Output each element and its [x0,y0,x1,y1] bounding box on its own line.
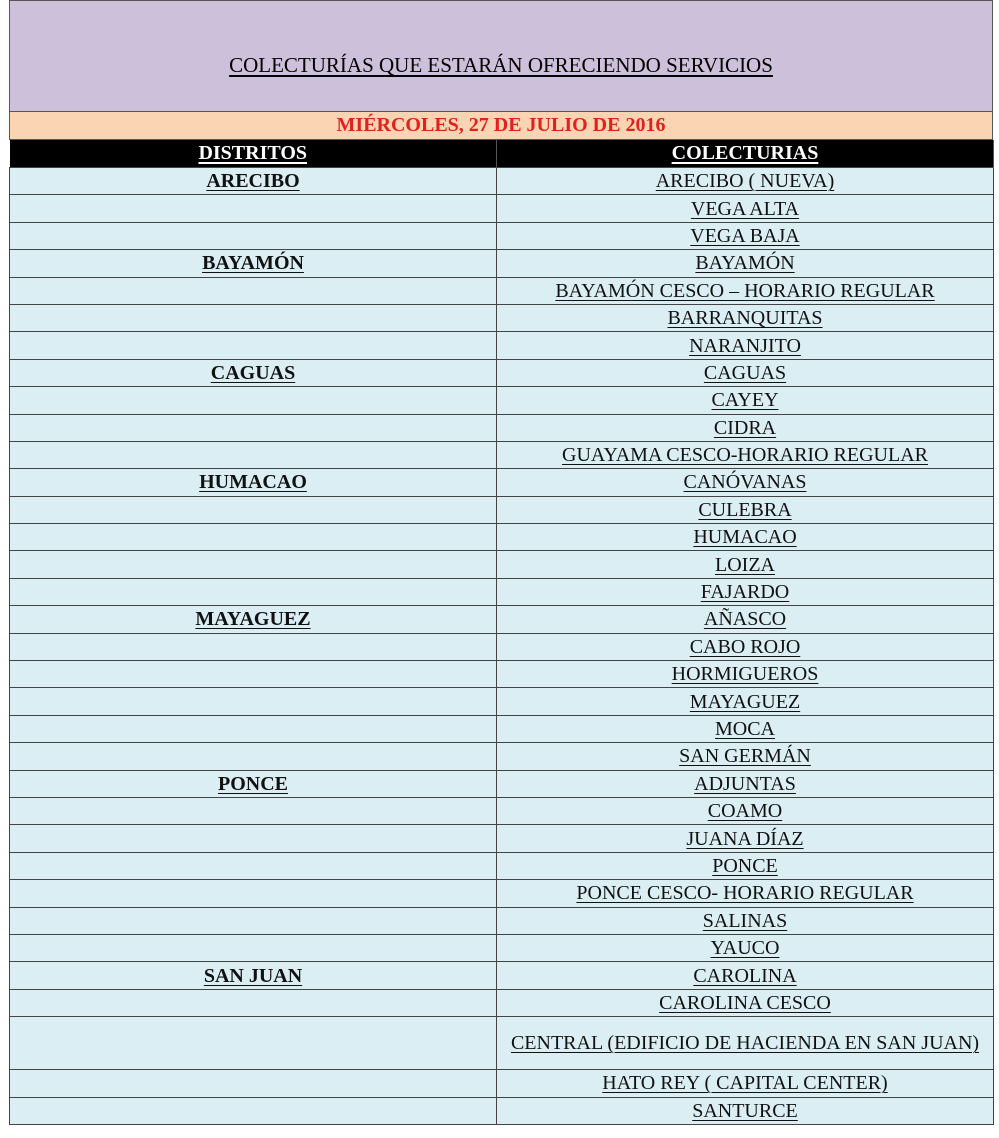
district-name: HUMACAO [199,471,307,494]
colecturia-cell [497,222,994,249]
district-name: CAGUAS [210,361,296,384]
district-cell [10,1097,497,1124]
header-colecturias: COLECTURIAS [497,140,994,168]
colecturia-name: AÑASCO [703,608,787,631]
district-cell [10,168,497,195]
colecturia-name: CANÓVANAS [683,471,807,494]
colecturia-name: SAN GERMÁN [679,745,811,768]
colecturia-cell [497,359,994,386]
table-row [10,277,994,304]
district-cell [10,222,497,249]
colecturia-name: MAYAGUEZ [689,690,801,713]
table-row [10,359,994,386]
district-cell [10,414,497,441]
colecturia-cell [497,962,994,989]
colecturia-cell [497,250,994,277]
table-row [10,934,994,961]
colecturia-cell [497,606,994,633]
district-cell [10,551,497,578]
colecturia-name: BAYAMÓN CESCO – HORARIO REGULAR [555,279,935,302]
colecturia-cell [497,934,994,961]
colecturia-cell [497,880,994,907]
district-cell [10,250,497,277]
colecturia-name: CAROLINA CESCO [659,991,831,1014]
colecturia-cell [497,414,994,441]
district-cell [10,1017,497,1070]
table-row [10,250,994,277]
colecturia-name: HORMIGUEROS [671,663,819,686]
colecturia-name: CAROLINA [693,964,797,987]
district-cell [10,852,497,879]
colecturia-name: VEGA BAJA [690,224,800,247]
colecturia-name: ADJUNTAS [694,772,796,795]
district-cell [10,989,497,1016]
district-cell [10,715,497,742]
district-cell [10,633,497,660]
table-row [10,880,994,907]
table-row [10,578,994,605]
colecturia-name: NARANJITO [689,334,801,357]
colecturia-name: HUMACAO [693,526,797,549]
colecturia-cell [497,989,994,1016]
colecturia-name: PONCE [712,854,778,877]
colecturia-cell [497,661,994,688]
colecturia-name: VEGA ALTA [690,197,800,220]
district-cell [10,907,497,934]
table-row [10,551,994,578]
table-row [10,797,994,824]
district-cell [10,195,497,222]
table-row [10,825,994,852]
district-name: BAYAMÓN [202,252,304,275]
table-row [10,962,994,989]
table-row [10,1070,994,1097]
colecturia-name: SALINAS [702,909,788,932]
table-row [10,414,994,441]
colecturia-name: BARRANQUITAS [667,307,823,330]
colecturia-name: PONCE CESCO- HORARIO REGULAR [576,882,914,905]
colecturia-cell [497,304,994,331]
table-row [10,222,994,249]
colecturia-name: SANTURCE [692,1099,798,1122]
colecturia-cell [497,195,994,222]
colecturia-name: HATO REY ( CAPITAL CENTER) [602,1072,888,1095]
table-row [10,688,994,715]
table-row [10,743,994,770]
title-block [9,0,993,112]
table-row [10,606,994,633]
colecturia-cell [497,168,994,195]
district-cell [10,277,497,304]
colecturias-table [9,140,994,1125]
table-header-row [10,140,994,168]
colecturia-name: CAGUAS [703,361,787,384]
colecturia-name: CABO ROJO [689,635,801,658]
district-cell [10,359,497,386]
table-row [10,633,994,660]
colecturia-cell [497,551,994,578]
colecturia-name: MOCA [714,718,775,740]
colecturia-cell [497,1097,994,1124]
colecturia-cell [497,469,994,496]
colecturia-cell [497,688,994,715]
colecturia-name: FAJARDO [700,581,790,604]
district-name: SAN JUAN [203,964,303,987]
colecturia-cell [497,332,994,359]
colecturia-cell [497,743,994,770]
colecturia-name: COAMO [707,800,783,823]
colecturia-name: CENTRAL (EDIFICIO DE HACIENDA EN SAN JUAN) [510,1032,980,1055]
page-title: COLECTURÍAS QUE ESTARÁN OFRECIENDO SERVICIOS [229,53,773,77]
colecturia-cell [497,715,994,742]
table-row [10,168,994,195]
district-cell [10,770,497,797]
table-body [10,168,994,1125]
colecturia-cell [497,797,994,824]
district-cell [10,688,497,715]
colecturia-name: CAYEY [711,389,779,412]
district-cell [10,578,497,605]
table-row [10,852,994,879]
colecturia-name: LOIZA [715,553,775,576]
table-row [10,441,994,468]
table-row [10,715,994,742]
district-cell [10,962,497,989]
date-text: MIÉRCOLES, 27 DE JULIO DE 2016 [336,114,666,136]
colecturia-cell [497,441,994,468]
table-row [10,1097,994,1124]
district-cell [10,661,497,688]
colecturia-cell [497,496,994,523]
colecturia-name: JUANA DÍAZ [686,827,804,850]
table-row [10,770,994,797]
table-row [10,496,994,523]
district-cell [10,797,497,824]
document-sheet [9,0,993,1125]
district-cell [10,743,497,770]
district-name: MAYAGUEZ [195,608,311,631]
colecturia-cell [497,852,994,879]
table-row [10,524,994,551]
date-banner [9,112,993,140]
colecturia-cell [497,524,994,551]
district-cell [10,880,497,907]
district-cell [10,496,497,523]
district-cell [10,304,497,331]
colecturia-cell [497,578,994,605]
colecturia-cell [497,277,994,304]
colecturia-name: CULEBRA [698,498,792,521]
table-row [10,195,994,222]
header-distritos: DISTRITOS [10,140,497,168]
district-cell [10,934,497,961]
colecturia-cell [497,825,994,852]
colecturia-cell [497,1017,994,1070]
table-row [10,989,994,1016]
table-row [10,1017,994,1070]
table-row [10,907,994,934]
district-cell [10,1070,497,1097]
district-cell [10,469,497,496]
table-row [10,469,994,496]
colecturia-name: ARECIBO ( NUEVA) [655,170,835,193]
table-row [10,304,994,331]
table-row [10,661,994,688]
colecturia-cell [497,1070,994,1097]
district-name: ARECIBO [206,170,300,193]
district-name: PONCE [218,772,288,795]
colecturia-name: BAYAMÓN [695,252,795,275]
colecturia-cell [497,633,994,660]
district-cell [10,606,497,633]
colecturia-cell [497,387,994,414]
colecturia-cell [497,770,994,797]
district-cell [10,332,497,359]
table-row [10,332,994,359]
district-cell [10,524,497,551]
colecturia-name: YAUCO [710,937,780,960]
district-cell [10,441,497,468]
colecturia-name: GUAYAMA CESCO-HORARIO REGULAR [562,444,928,467]
colecturia-name: CIDRA [713,416,777,439]
district-cell [10,825,497,852]
table-row [10,387,994,414]
district-cell [10,387,497,414]
colecturia-cell [497,907,994,934]
